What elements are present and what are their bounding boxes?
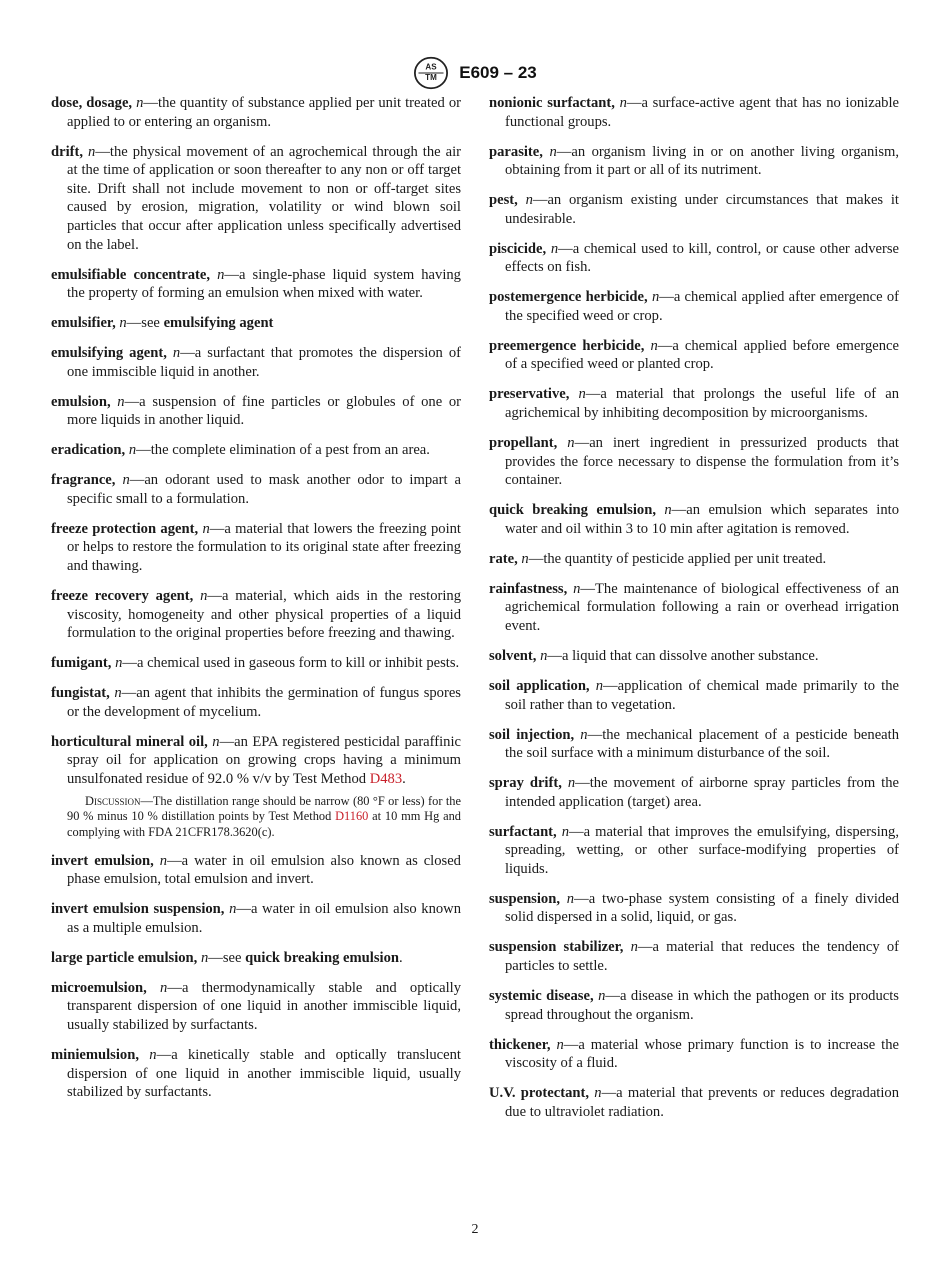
definition-entry — [489, 288, 899, 325]
definition-entry — [51, 266, 461, 303]
definition-entry — [489, 890, 899, 927]
definition-entry — [489, 143, 899, 180]
term: suspension, — [489, 890, 560, 907]
part-of-speech: n — [525, 192, 533, 209]
part-of-speech: n — [229, 901, 237, 918]
term: fumigant, — [51, 655, 112, 672]
part-of-speech: n — [580, 726, 588, 743]
definition-entry — [489, 726, 899, 763]
term: rainfastness, — [489, 580, 568, 597]
term: eradication, — [51, 442, 126, 459]
definition: —an organism living in or on another living organism, obtaining from it part or all of its nutriment. — [505, 143, 899, 179]
term: emulsifier, — [51, 315, 116, 332]
definition: —a two-phase system consisting of a finely divided solid dispersed in a solid, liquid, or gas. — [505, 890, 899, 926]
definition-entry — [489, 94, 899, 131]
term: soil injection, — [489, 726, 575, 743]
term: surfactant, — [489, 823, 557, 840]
term: pest, — [489, 192, 518, 209]
definition: —a material, which aids in the restoring viscosity, homogeneity and other physical properties of a liquid formulation to the original properties before freezing and thawing. — [67, 587, 461, 642]
part-of-speech: n — [115, 655, 123, 672]
definition-entry: large particle emulsion, n—see quick breaking emulsion. — [51, 949, 403, 966]
definition: —a thermodynamically stable and optically transparent dispersion of one liquid in another immiscible liquid, usually stabilized by surfactants. — [67, 979, 461, 1033]
definition: —a material that reduces the tendency of particles to settle. — [505, 939, 899, 975]
term: freeze recovery agent, — [51, 587, 194, 604]
term: rate, — [489, 550, 518, 567]
definition: —an organism existing under circumstances that makes it undesirable. — [505, 192, 899, 227]
definition: —a kinetically stable and optically translucent dispersion of one liquid in another immiscible liquid, usually stabilized by surfactants. — [67, 1046, 461, 1101]
term: nonionic surfactant, — [489, 95, 615, 111]
definition-entry — [489, 240, 899, 277]
term: invert emulsion suspension, — [51, 901, 225, 918]
definition: —the physical movement of an agrochemical through the air at the time of application or soon thereafter to any non or off target site. Drift shall not include movement to non or off-target sites caused by erosion, migration, volatility or wind blown soil particles that occur after application unless specifically advertised on the label. — [67, 143, 461, 253]
definition: —a material that prevents or reduces degradation due to ultraviolet radiation. — [505, 1085, 900, 1120]
term: freeze protection agent, — [51, 520, 199, 537]
definition-entry — [489, 550, 899, 569]
part-of-speech: n — [566, 890, 575, 907]
part-of-speech: n — [561, 823, 570, 840]
definition-entry — [51, 587, 461, 643]
definition: —the movement of airborne spray particles from the intended application (target) area. — [505, 775, 899, 810]
term: quick breaking emulsion, — [489, 502, 656, 519]
term: emulsifiable concentrate, — [51, 266, 211, 283]
definition-entry — [51, 852, 461, 889]
part-of-speech: n — [521, 550, 529, 567]
part-of-speech: n — [578, 386, 586, 403]
definition-entry — [51, 471, 461, 508]
discussion-note: Discussion—The distillation range should be narrow (80 °F or less) for the 90 % minus 10 % distillation points by Test Method D1160 at 10 mm Hg and complying with FDA 21CFR178.3620(c). — [67, 793, 461, 840]
definition: —a material that improves the emulsifying, dispersing, spreading, wetting, or other surface-modifying properties of liquids. — [505, 823, 899, 877]
discussion-label: Discussion — [85, 793, 141, 808]
svg-text:AS: AS — [425, 62, 437, 72]
term: fungistat, — [51, 685, 110, 702]
definition: —a suspension of fine particles or globules of one or more liquids in another liquid. — [67, 393, 461, 429]
definition: —a material that lowers the freezing point or helps to restore the formulation to its original state after freezing and thawing. — [67, 520, 461, 574]
definition: —see — [126, 315, 164, 332]
term: parasite, — [489, 143, 543, 160]
right-column — [489, 94, 899, 1133]
definition: —a material whose primary function is to increase the viscosity of a fluid. — [505, 1036, 899, 1072]
part-of-speech: n — [136, 95, 144, 111]
definition-entry — [51, 143, 461, 255]
definition: —a chemical applied before emergence of a specified weed or planted crop. — [505, 337, 899, 373]
definition-entry — [489, 337, 899, 374]
definition: —a surfactant that promotes the dispersion of one immiscible liquid in another. — [67, 345, 462, 380]
term: soil application, — [489, 677, 590, 694]
definition: —The maintenance of biological effectiveness of an agrichemical formulation following a rain or overhead irrigation event. — [505, 580, 899, 634]
part-of-speech: n — [200, 949, 209, 966]
part-of-speech: n — [200, 587, 208, 604]
definition: —an emulsion which separates into water and oil within 3 to 10 min after agitation is removed. — [505, 502, 899, 537]
term: invert emulsion, — [51, 852, 154, 869]
part-of-speech: n — [212, 733, 220, 750]
term: microemulsion, — [51, 979, 147, 996]
definition-entry — [51, 314, 461, 333]
definition-entry — [51, 900, 461, 937]
definition-entry — [489, 1084, 899, 1121]
definition-entry — [489, 434, 899, 490]
definition-entry — [51, 520, 461, 576]
document-id: E609 – 23 — [459, 63, 537, 82]
standard-link-d483[interactable]: D483 — [369, 770, 403, 787]
part-of-speech: n — [202, 520, 210, 537]
definition-entry — [489, 1036, 899, 1073]
part-of-speech: n — [650, 337, 658, 354]
term: dose, dosage, — [51, 95, 133, 111]
definition: —the mechanical placement of a pesticide beneath the soil surface with a minimum disturbance of the soil. — [505, 726, 899, 762]
part-of-speech: n — [595, 677, 603, 694]
term: piscicide, — [489, 240, 547, 257]
part-of-speech: n — [619, 95, 627, 111]
part-of-speech: n — [556, 1036, 564, 1053]
definition: —a chemical applied after emergence of the specified weed or crop. — [505, 289, 900, 324]
definition-entry — [489, 385, 899, 422]
svg-text:TM: TM — [425, 73, 438, 83]
definition-entry — [51, 684, 461, 721]
term: spray drift, — [489, 775, 562, 792]
term: solvent, — [489, 647, 537, 664]
definition-entry — [489, 823, 899, 879]
part-of-speech: n — [172, 345, 181, 362]
definition-entry — [489, 774, 899, 811]
term: U.V. protectant, — [489, 1085, 589, 1102]
part-of-speech: n — [149, 1046, 157, 1063]
term: drift, — [51, 143, 84, 160]
term: large particle emulsion, — [51, 949, 198, 966]
definition-entry — [489, 191, 899, 228]
page-number: 2 — [471, 1222, 479, 1237]
definition-entry — [489, 580, 899, 636]
definition: —see — [208, 949, 246, 966]
page-header — [0, 56, 950, 82]
term: fragrance, — [51, 472, 116, 489]
definition-entry — [489, 677, 899, 714]
definition-entry — [489, 647, 899, 666]
definition: —application of chemical made primarily to the soil rather than to vegetation. — [505, 677, 899, 713]
definition: —a liquid that can dissolve another substance. — [547, 647, 819, 664]
part-of-speech: n — [159, 852, 168, 869]
part-of-speech: n — [567, 775, 576, 792]
term: thickener, — [489, 1036, 551, 1053]
term: emulsifying agent, — [51, 345, 167, 362]
term: postemergence herbicide, — [489, 289, 648, 306]
term: systemic disease, — [489, 988, 594, 1004]
definition: —the complete elimination of a pest from an area. — [136, 442, 430, 459]
term: propellant, — [489, 435, 558, 452]
definition-entry: horticultural mineral oil, n—an EPA registered pesticidal paraffinic spray oil for application on growing crops having a minimum unsulfonated residue of 92.0 % v/v by Test Method D483. — [51, 733, 462, 787]
part-of-speech: n — [117, 393, 125, 410]
definition-entry — [51, 979, 461, 1035]
part-of-speech: n — [119, 315, 127, 332]
cross-reference: emulsifying agent — [163, 315, 274, 332]
part-of-speech: n — [128, 442, 137, 459]
definition-entry — [51, 654, 461, 673]
part-of-speech: n — [88, 143, 96, 160]
term: emulsion, — [51, 393, 111, 410]
definition-entry — [51, 1046, 461, 1102]
term: preservative, — [489, 386, 570, 403]
definition: —an EPA registered pesticidal paraffinic spray oil for application on growing crops having a minimum unsulfonated residue of 92.0 % v/v by Test Method — [67, 733, 462, 787]
part-of-speech: n — [567, 435, 575, 452]
part-of-speech: n — [651, 289, 660, 306]
part-of-speech: n — [549, 143, 557, 160]
term: suspension stabilizer, — [489, 939, 624, 956]
part-of-speech: n — [630, 939, 638, 956]
definition-entry — [489, 938, 899, 975]
left-column — [51, 94, 461, 1113]
definition-entry — [489, 501, 899, 538]
cross-reference: quick breaking emulsion — [245, 949, 399, 966]
definition: —the quantity of pesticide applied per unit treated. — [528, 550, 827, 567]
term: miniemulsion, — [51, 1046, 139, 1063]
part-of-speech: n — [573, 580, 581, 597]
definition-entry — [489, 987, 899, 1024]
definition: —a water in oil emulsion also known as a multiple emulsion. — [67, 901, 462, 936]
part-of-speech: n — [594, 1085, 602, 1102]
definition: —a chemical used in gaseous form to kill or inhibit pests. — [122, 655, 460, 672]
definition: —a single-phase liquid system having the property of forming an emulsion when mixed with water. — [67, 266, 461, 302]
definition: —a water in oil emulsion also known as closed phase emulsion, total emulsion and invert. — [67, 852, 461, 888]
definition: —a disease in which the pathogen or its products spread throughout the organism. — [505, 988, 899, 1023]
term: preemergence herbicide, — [489, 337, 645, 354]
part-of-speech: n — [540, 647, 548, 664]
standard-link-d1160[interactable]: D1160 — [335, 809, 369, 824]
term: horticultural mineral oil, — [51, 733, 208, 750]
part-of-speech: n — [114, 685, 122, 702]
definition-entry — [51, 393, 461, 430]
part-of-speech: n — [217, 266, 225, 283]
definition: —a surface-active agent that has no ionizable functional groups. — [505, 95, 900, 130]
definition: —an odorant used to mask another odor to impart a specific small to a formulation. — [67, 472, 461, 507]
part-of-speech: n — [160, 979, 168, 996]
definition: —the quantity of substance applied per unit treated or applied to or entering an organism. — [67, 95, 462, 130]
part-of-speech: n — [122, 472, 130, 489]
definition: —an inert ingredient in pressurized products that provides the force necessary to dispense the formulation from it’s container. — [505, 435, 899, 489]
astm-logo-icon — [413, 56, 449, 90]
part-of-speech: n — [598, 988, 606, 1004]
definition: —an agent that inhibits the germination of fungus spores or the development of mycelium. — [67, 685, 461, 720]
definition: —a material that prolongs the useful life of an agrichemical by inhibiting decomposition by microorganisms. — [505, 386, 899, 422]
definition-entry — [51, 441, 461, 460]
definition-entry — [51, 344, 461, 381]
definition: —a chemical used to kill, control, or cause other adverse effects on fish. — [505, 240, 899, 276]
part-of-speech: n — [664, 502, 672, 519]
definition-entry — [51, 94, 461, 131]
part-of-speech: n — [550, 240, 559, 257]
